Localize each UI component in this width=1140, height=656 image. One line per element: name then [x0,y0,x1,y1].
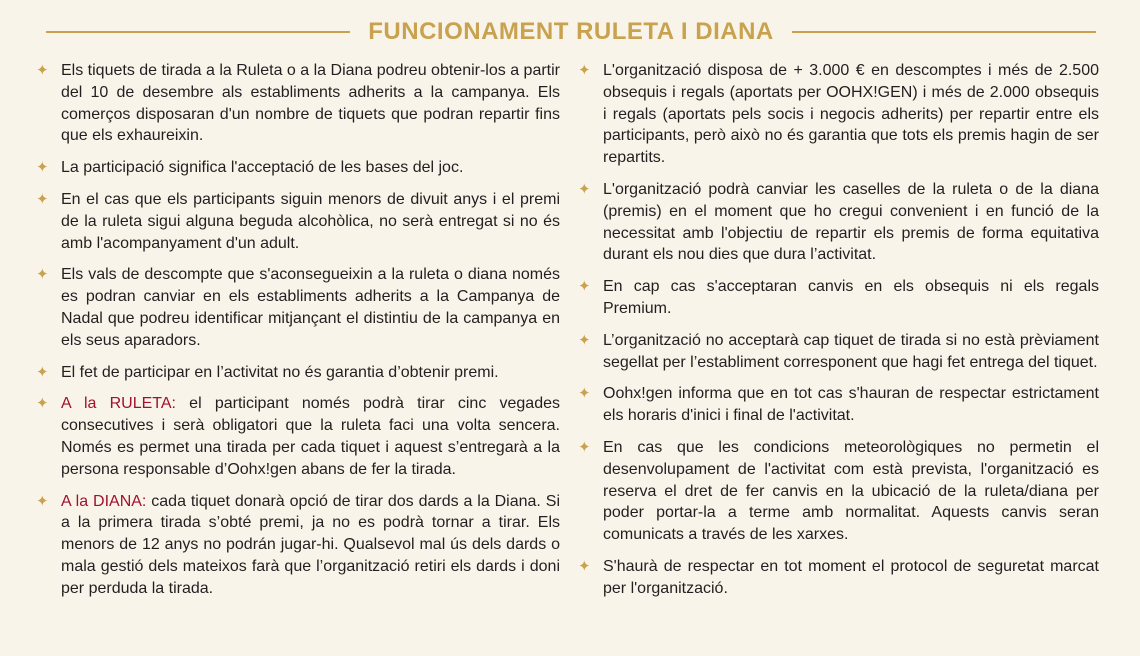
rule-body: Els vals de descompte que s'aconsegueixin a la ruleta o diana només es podran canviar en els establiments adherits a la Campanya de Nadal que podreu identificar mitjançant el distintiu de la campanya en els seus aparadors. [61,266,560,349]
rule-text [603,437,1099,546]
rule-item [578,437,1099,546]
rule-body: L'organització podrà canviar les caselles de la ruleta o de la diana (premis) en el moment que ho cregui convenient i en funció de la necessitat amb l'objectiu de repartir els premis de forma equitativa durant els nou dies que dura l’activitat. [603,180,1099,264]
rule-body: La participació significa l'acceptació de les bases del joc. [61,159,464,177]
rule-body: S'haurà de respectar en tot moment el protocol de seguretat marcat per l'organització. [603,557,1099,597]
four-point-star-icon: ✦ [36,62,49,79]
rule-text [61,60,560,147]
rule-text [61,362,560,384]
rule-body: el participant només podrà tirar cinc vegades consecutives i serà obligatori que la ruleta faci una volta sencera. Només es permet una tirada per cada tiquet i aquest s’entregarà a la persona responsable d’Oohx!gen abans de fer la tirada. [61,395,561,478]
rules-column-right [578,60,1099,610]
rule-body: En el cas que els participants siguin menors de divuit anys i el premi de la ruleta sigui alguna beguda alcohòlica, no serà entregat si no és amb l'acompanyament d'un adult. [61,190,560,252]
rule-item [578,60,1099,169]
rule-text [61,189,560,254]
title-rule-left [46,31,350,33]
rules-column-left [36,60,560,610]
rule-lead-label: A la RULETA: [61,395,176,413]
rule-item [578,330,1099,374]
rule-body: Oohx!gen informa que en tot cas s'hauran de respectar estrictament els horaris d'inici i final de l'activitat. [603,385,1099,425]
rule-text [603,60,1099,169]
four-point-star-icon: ✦ [36,190,49,208]
rule-body: El fet de participar en l’activitat no és garantia d’obtenir premi. [61,363,499,381]
rule-body: En cas que les condicions meteorològiques no permetin el desenvolupament de l'activitat com està prevista, l'organització es reserva el dret de fer canvis en la ubicació de la ruleta/diana per poder portar-la a terme amb normalitat. Aquests canvis seran comunicats a través de les xarxes. [603,438,1099,544]
rule-text [61,264,560,351]
rule-item [578,179,1099,266]
rule-body: L’organització no acceptarà cap tiquet de tirada si no està prèviament segellat per l’establiment corresponent que hagi fet entrega del tiquet. [603,331,1099,371]
four-point-star-icon: ✦ [578,557,591,575]
four-point-star-icon: ✦ [36,266,49,284]
rule-item [36,491,560,600]
title-bar [46,16,1096,48]
rule-body: Els tiquets de tirada a la Ruleta o a la Diana podreu obtenir-los a partir del 10 de desembre als establiments adherits a la campanya. Els comerços disposaran d'un nombre de tiquets que podran repartir fins que els exhaureixin. [61,62,560,145]
rule-item [578,276,1099,320]
rule-body: L'organització disposa de + 3.000 € en descomptes i més de 2.500 obsequis i regals (aportats per OOHX!GEN) i més de 2.000 obsequis i regals (aportats pels socis i negocis adherits) per repartir entre els participants, però això no és garantia que tots els premis hagin de ser repartits. [603,62,1099,167]
four-point-star-icon: ✦ [578,438,591,456]
rule-lead-label: A la DIANA: [61,492,147,510]
four-point-star-icon: ✦ [36,363,49,381]
rule-item [36,393,560,480]
four-point-star-icon: ✦ [36,492,49,510]
four-point-star-icon: ✦ [578,331,591,349]
rule-text [603,383,1099,427]
rule-text [603,276,1099,320]
rule-text [61,157,560,179]
four-point-star-icon: ✦ [578,62,591,79]
rule-item [36,157,560,179]
four-point-star-icon: ✦ [36,159,49,177]
rule-item [36,189,560,254]
rule-text [61,491,560,600]
rule-text [603,330,1099,374]
rule-body: En cap cas s'acceptaran canvis en els obsequis ni els regals Premium. [603,278,1099,317]
rule-item [36,264,560,351]
rule-text [61,393,560,480]
rule-item [578,556,1099,600]
four-point-star-icon: ✦ [578,278,591,296]
title-rule-right [792,31,1096,33]
four-point-star-icon: ✦ [578,180,591,198]
four-point-star-icon: ✦ [36,395,49,413]
rule-body: cada tiquet donarà opció de tirar dos dards a la Diana. Si a la primera tirada s’obté premi, ja no es podrà tornar a tirar. Els menors de 12 anys no podrán jugar-hi. Qualsevol mal ús dels dards o mala gestió dels mateixos farà que l’organització retiri els dards i doni per perduda la tirada. [61,492,560,597]
rule-text [603,179,1099,266]
rule-item [36,362,560,384]
page-title: FUNCIONAMENT RULETA I DIANA [368,18,774,45]
rule-item [36,60,560,147]
rule-text [603,556,1099,600]
rule-item [578,383,1099,427]
four-point-star-icon: ✦ [578,385,591,403]
